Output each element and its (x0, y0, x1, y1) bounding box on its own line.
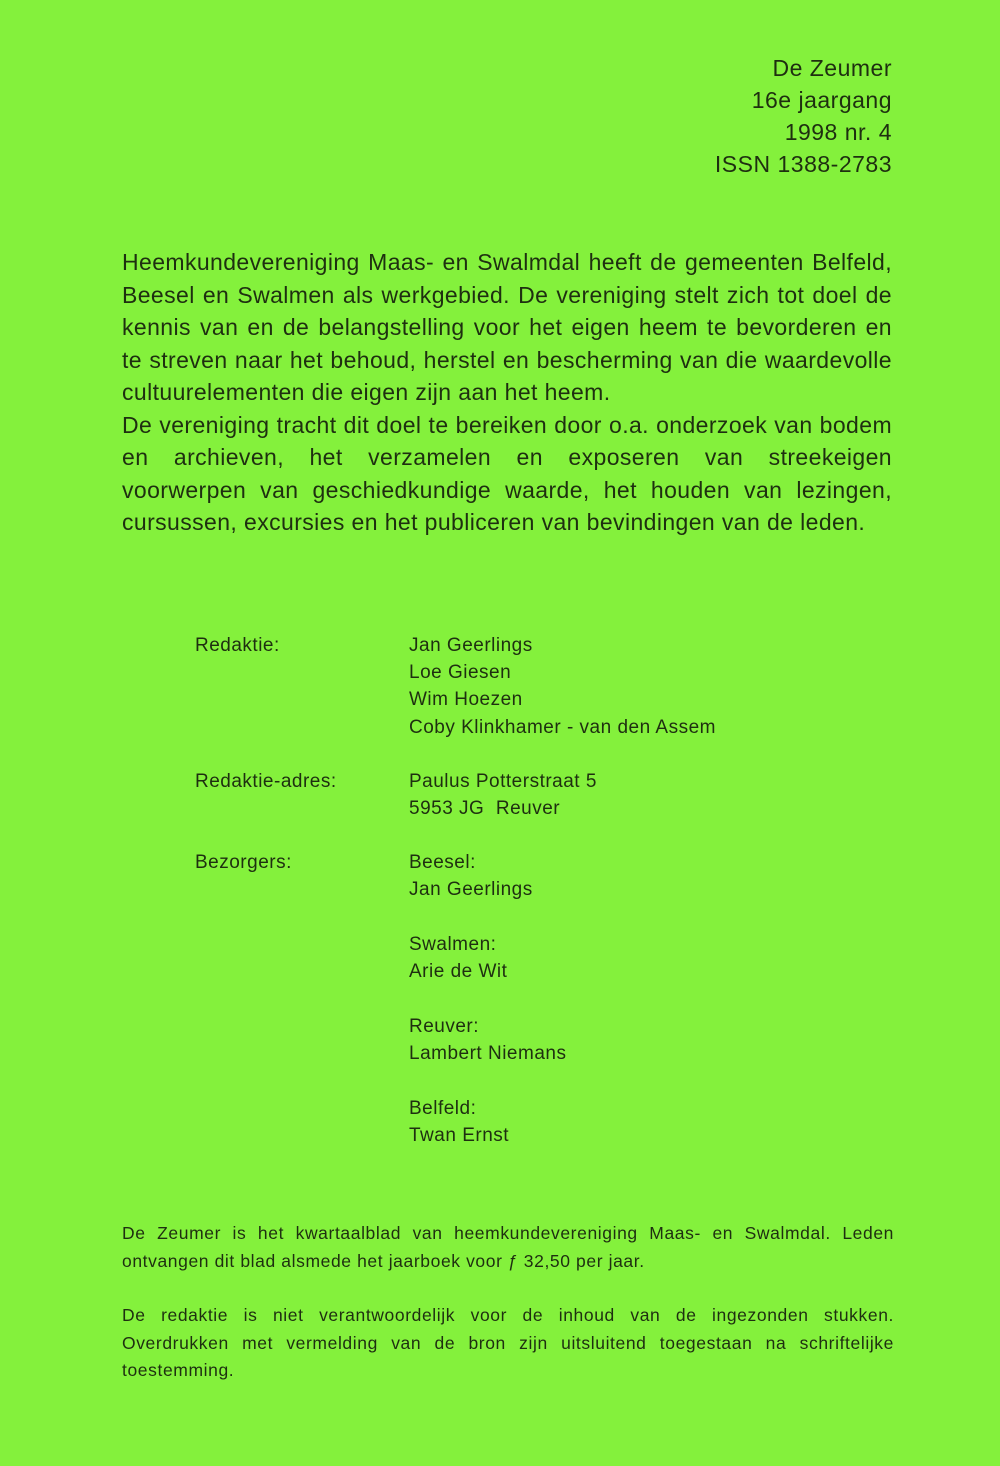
credits-section (195, 632, 895, 1149)
footer-notes (122, 1220, 894, 1385)
editorial-address-label: Redaktie-adres: (195, 770, 337, 792)
distributors-list (409, 849, 895, 1149)
editor-name: Loe Giesen (409, 662, 512, 684)
society-description (122, 246, 892, 539)
distributor-group (409, 1095, 895, 1149)
editors-row (195, 632, 895, 741)
distributor-group (409, 849, 895, 903)
subscription-note: De Zeumer is het kwartaalblad van heemkundevereniging Maas- en Swalmdal. Leden ontvangen dit blad alsmede het jaarboek voor ƒ 32,50 per jaar. (122, 1223, 894, 1271)
description-paragraph-2: De vereniging tracht dit doel te bereiken door o.a. onderzoek van bodem en archieven, het verzamelen en exposeren van streekeigen voorwerpen van geschiedkundige waarde, het houden van lezingen, cursussen, excursies en het publiceren van bevindingen van de leden. (122, 411, 892, 535)
address-street: Paulus Potterstraat 5 (409, 770, 597, 792)
editorial-address-row (195, 768, 895, 822)
masthead (715, 52, 892, 180)
editor-name: Wim Hoezen (409, 689, 523, 711)
distributor-name: Jan Geerlings (409, 879, 533, 901)
publication-issue: 1998 nr. 4 (784, 119, 892, 145)
distributor-place: Reuver: (409, 1016, 480, 1038)
distributors-row (195, 849, 895, 1149)
distributor-place: Beesel: (409, 852, 476, 874)
distributor-place: Swalmen: (409, 934, 497, 956)
description-paragraph-1: Heemkundevereniging Maas- en Swalmdal heeft de gemeenten Belfeld, Beesel en Swalmen als werkgebied. De vereniging stelt zich tot doel de kennis van en de belangstelling voor het eigen heem te bevorderen en te streven naar het behoud, herstel en bescherming van die waardevolle cultuurelementen die eigen zijn aan het heem. (122, 249, 892, 405)
distributor-place: Belfeld: (409, 1097, 477, 1119)
distributor-group (409, 1013, 895, 1067)
distributor-name: Twan Ernst (409, 1125, 510, 1147)
editor-name: Jan Geerlings (409, 635, 533, 656)
publication-title: De Zeumer (772, 55, 892, 81)
editors-label: Redaktie: (195, 635, 280, 656)
distributor-name: Lambert Niemans (409, 1043, 567, 1065)
distributors-label: Bezorgers: (195, 852, 292, 874)
distributor-name: Arie de Wit (409, 961, 508, 983)
publication-volume: 16e jaargang (751, 87, 892, 113)
address-postal-city: 5953 JG Reuver (409, 798, 561, 820)
editor-name: Coby Klinkhamer - van den Assem (409, 716, 716, 738)
distributor-group (409, 931, 895, 985)
editorial-address (409, 768, 895, 822)
editors-list (409, 632, 895, 741)
disclaimer-note: De redaktie is niet verantwoordelijk voor de inhoud van de ingezonden stukken. Overdrukken met vermelding van de bron zijn uitsluitend toegestaan na schriftelijke toestemming. (122, 1305, 894, 1380)
publication-issn: ISSN 1388-2783 (714, 151, 892, 177)
